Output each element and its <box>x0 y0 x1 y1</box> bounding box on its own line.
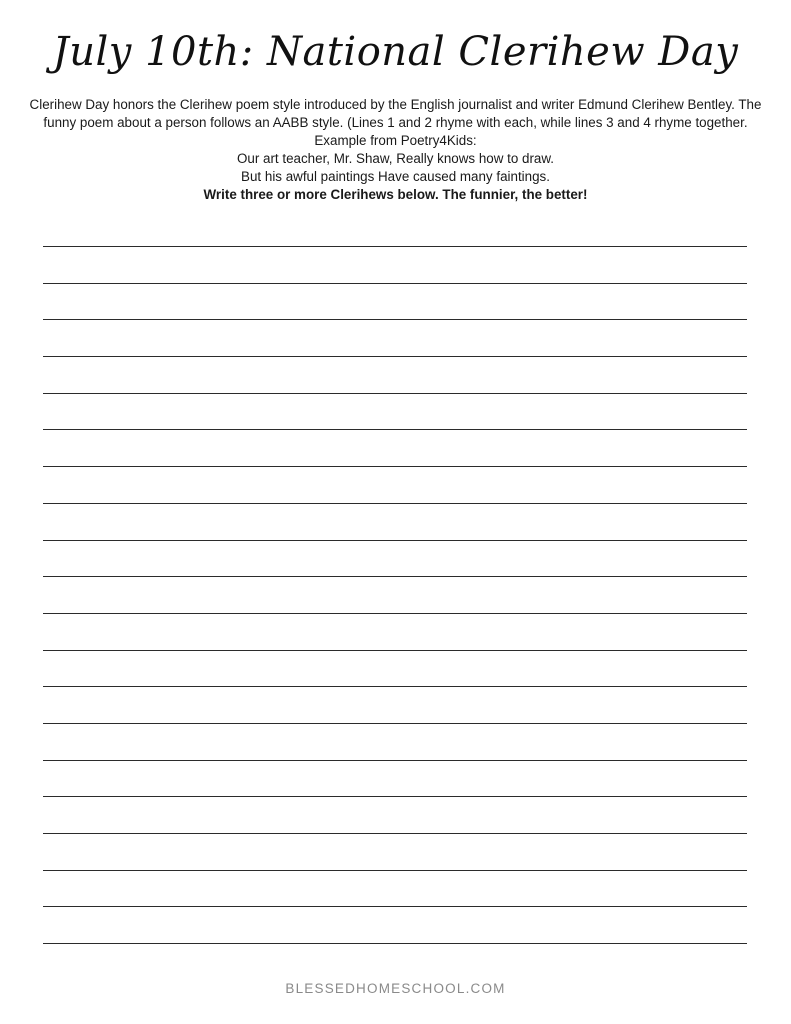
writing-line <box>43 796 747 797</box>
writing-line <box>43 723 747 724</box>
writing-line <box>43 833 747 834</box>
writing-line <box>43 503 747 504</box>
writing-line <box>43 429 747 430</box>
instruction-text: Write three or more Clerihews below. The funnier, the better! <box>203 187 588 202</box>
writing-line <box>43 906 747 907</box>
writing-line <box>43 540 747 541</box>
writing-line <box>43 870 747 871</box>
writing-line <box>43 393 747 394</box>
writing-line <box>43 943 747 944</box>
page-title: July 10th: National Clerihew Day <box>52 29 739 75</box>
example-line: Our art teacher, Mr. Shaw, Really knows how to draw. <box>236 151 555 166</box>
example-heading: Example from Poetry4Kids: <box>314 133 477 148</box>
example-line: But his awful paintings Have caused many faintings. <box>241 169 550 184</box>
writing-line <box>43 246 747 247</box>
intro-text-block <box>24 96 767 204</box>
writing-line <box>43 319 747 320</box>
intro-paragraph: Clerihew Day honors the Clerihew poem style introduced by the English journalist and writer Edmund Clerihew Bentley. The funny poem about a person follows an AABB style. (Lines 1 and 2 rhyme with each, while lines 3 and 4 rhyme together. <box>29 97 762 130</box>
writing-line <box>43 613 747 614</box>
writing-line <box>43 356 747 357</box>
writing-line <box>43 760 747 761</box>
writing-line <box>43 686 747 687</box>
website-footer: BLESSEDHOMESCHOOL.COM <box>285 981 506 996</box>
writing-lines <box>43 246 747 980</box>
writing-line <box>43 466 747 467</box>
writing-line <box>43 650 747 651</box>
writing-line <box>43 283 747 284</box>
writing-line <box>43 576 747 577</box>
